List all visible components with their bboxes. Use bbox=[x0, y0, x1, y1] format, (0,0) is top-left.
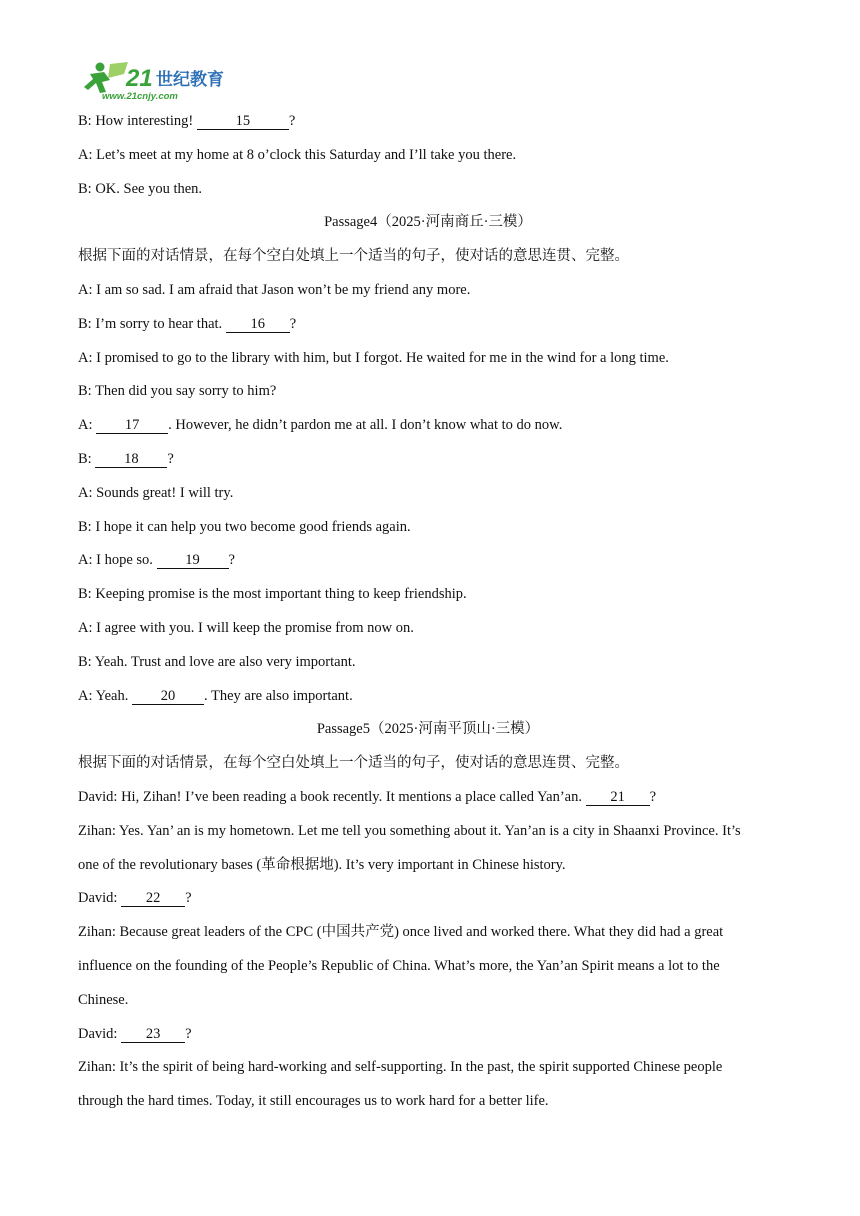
dialog-line bbox=[78, 409, 778, 443]
dialog-line: Zihan: Because great leaders of the CPC (中国共产党) once lived and worked there. What they did had a great bbox=[78, 924, 724, 941]
dialog-line: B: OK. See you then. bbox=[78, 180, 203, 197]
answer-blank-20: 20 bbox=[132, 688, 204, 705]
passage5-instruction: 根据下面的对话情景，在每个空白处填上一个适当的句子，使对话的意思连贯、完整。 bbox=[78, 755, 629, 772]
line-text: ? bbox=[167, 450, 174, 467]
line-text: ? bbox=[288, 113, 296, 129]
line-text: . They are also important. bbox=[203, 687, 353, 704]
dialog-line: Zihan: It’s the spirit of being hard-working and self-supporting. In the past, the spirit supported Chinese people bbox=[78, 1059, 723, 1076]
logo bbox=[80, 60, 240, 102]
answer-blank-18: 18 bbox=[95, 451, 167, 468]
dialog-line: B: I hope it can help you two become good friends again. bbox=[78, 518, 411, 535]
answer-blank-17: 17 bbox=[96, 417, 168, 434]
answer-blank-19: 19 bbox=[157, 552, 229, 569]
dialog-line bbox=[78, 105, 778, 139]
line-text: David: bbox=[78, 890, 122, 907]
line-text: A: I hope so. bbox=[78, 552, 157, 569]
dialog-line bbox=[78, 680, 778, 714]
line-text: ? bbox=[649, 788, 657, 805]
dialog-line bbox=[78, 308, 778, 342]
line-text: B: I’m sorry to hear that. bbox=[78, 315, 226, 332]
logo-number: 21 bbox=[126, 65, 153, 92]
passage5-title: Passage5（2025·河南平顶山·三模） bbox=[316, 721, 540, 738]
document-body bbox=[78, 105, 778, 1119]
line-text: ? bbox=[228, 552, 235, 569]
answer-blank-22: 22 bbox=[121, 890, 185, 907]
line-text: David: Hi, Zihan! I’ve been reading a book recently. It mentions a place called Yan’an. bbox=[78, 788, 586, 805]
dialog-line bbox=[78, 544, 778, 578]
passage4-title: Passage4（2025·河南商丘·三模） bbox=[324, 214, 532, 231]
logo-chinese: 世纪教育 bbox=[156, 70, 224, 90]
runner-icon bbox=[84, 62, 128, 93]
dialog-line: A: I promised to go to the library with him, but I forgot. He waited for me in the wind for a long time. bbox=[78, 349, 669, 366]
answer-blank-15: 15 bbox=[197, 113, 289, 130]
line-text: A: Yeah. bbox=[78, 687, 132, 704]
logo-url: www.21cnjy.com bbox=[102, 91, 178, 102]
answer-blank-23: 23 bbox=[121, 1026, 185, 1043]
dialog-line: A: I agree with you. I will keep the promise from now on. bbox=[78, 619, 414, 636]
dialog-line: one of the revolutionary bases (革命根据地). It’s very important in Chinese history. bbox=[78, 856, 566, 873]
answer-blank-21: 21 bbox=[586, 789, 650, 806]
dialog-line: B: Keeping promise is the most important thing to keep friendship. bbox=[78, 586, 467, 603]
dialog-line bbox=[78, 443, 778, 477]
dialog-line: A: I am so sad. I am afraid that Jason won’t be my friend any more. bbox=[78, 281, 471, 298]
dialog-line: influence on the founding of the People’s Republic of China. What’s more, the Yan’an Spirit means a lot to the bbox=[78, 957, 720, 974]
line-text: . However, he didn’t pardon me at all. I don’t know what to do now. bbox=[168, 417, 563, 434]
line-text: B: How interesting! bbox=[78, 113, 197, 129]
dialog-line: A: Sounds great! I will try. bbox=[78, 484, 234, 501]
line-text: A: bbox=[78, 417, 97, 434]
dialog-line bbox=[78, 1018, 778, 1052]
answer-blank-16: 16 bbox=[226, 316, 290, 333]
dialog-line: through the hard times. Today, it still encourages us to work hard for a better life. bbox=[78, 1093, 549, 1110]
passage4-instruction: 根据下面的对话情景，在每个空白处填上一个适当的句子，使对话的意思连贯、完整。 bbox=[78, 248, 629, 265]
dialog-line: B: Then did you say sorry to him? bbox=[78, 383, 277, 400]
line-text: ? bbox=[185, 890, 192, 907]
dialog-line: Zihan: Yes. Yan’ an is my hometown. Let me tell you something about it. Yan’an is a city in Shaanxi Province. It’s bbox=[78, 822, 741, 839]
line-text: David: bbox=[78, 1025, 122, 1042]
dialog-line bbox=[78, 781, 778, 815]
line-text: ? bbox=[185, 1025, 192, 1042]
line-text: ? bbox=[289, 315, 297, 332]
dialog-line: Chinese. bbox=[78, 991, 129, 1008]
line-text: B: bbox=[78, 450, 96, 467]
dialog-line: A: Let’s meet at my home at 8 o’clock this Saturday and I’ll take you there. bbox=[78, 146, 517, 163]
dialog-line: B: Yeah. Trust and love are also very important. bbox=[78, 653, 356, 670]
dialog-line bbox=[78, 882, 778, 916]
